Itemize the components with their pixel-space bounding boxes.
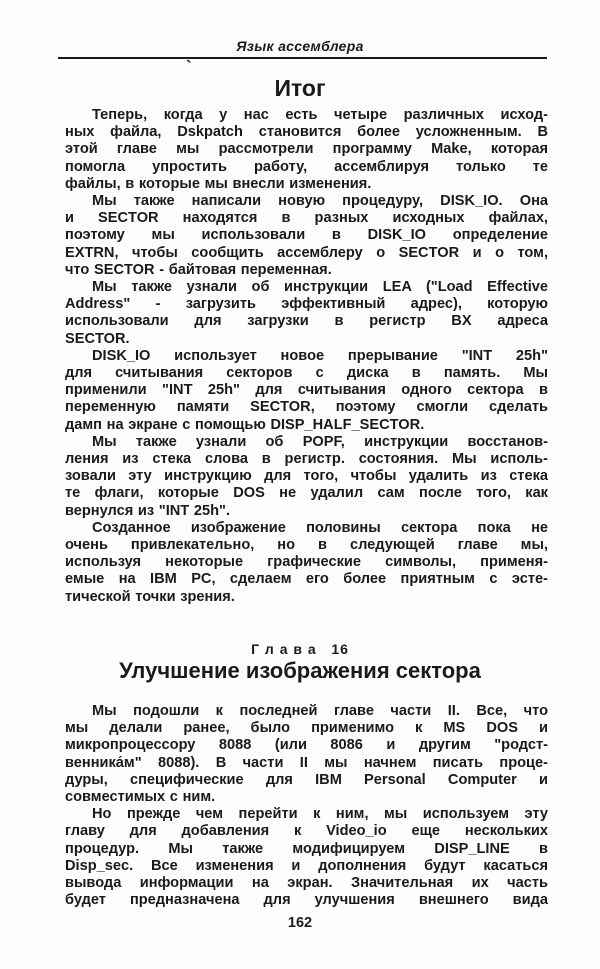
text-line: тической точки зрения. (65, 588, 235, 605)
text-line: ных файла, Dskpatch становится более усложненным. В (65, 124, 548, 141)
text-line: Мы подошли к последней главе части II. Все, что (92, 703, 548, 719)
stray-mark: ` (186, 57, 192, 76)
text-line: очень привлекательно, но в следующей главе мы, (65, 537, 548, 554)
text-line: главу для добавления к Video_io еще нескольких (65, 823, 548, 840)
text-line: Теперь, когда у нас есть четыре различных исход- (92, 107, 548, 123)
text-line: Address" - загрузить эффективный адрес), которую (65, 296, 548, 313)
text-line: будет предназначена для улучшения внешнего вида (65, 892, 548, 909)
text-line: применили "INT 25h" для считывания одного сектора в (65, 382, 548, 399)
text-line: используя некоторые графические символы, применя- (65, 554, 548, 571)
text-line: и SECTOR находятся в разных исходных файлах, (65, 210, 548, 227)
text-line: этой главе мы рассмотрели программу Make, которая (65, 141, 548, 158)
chapter-title: Улучшение изображения сектора (119, 658, 481, 683)
text-line: дамп на экране с помощью DISP_HALF_SECTOR. (65, 416, 425, 433)
header-rule (58, 57, 547, 59)
text-line: Созданное изображение половины сектора пока не (92, 519, 548, 536)
text-line: совместимых с ним. (65, 789, 216, 806)
text-line: ления из стека слова в регистр. состояния. Мы исполь- (65, 451, 548, 468)
text-line: Мы также написали новую процедуру, DISK_IO. Она (92, 193, 548, 210)
text-line: для считывания секторов с диска в память. Мы (65, 365, 548, 382)
text-line: вернулся из "INT 25h". (65, 502, 230, 519)
chapter-paragraphs (65, 703, 548, 909)
text-line: поэтому мы использовали в DISK_IO определение (65, 227, 548, 244)
text-line: Мы также узнали об инструкции LEA ("Load Effective (92, 279, 548, 296)
text-line: емые на IBM PC, сделаем его более приятным с эсте- (65, 571, 548, 588)
text-line: Но прежде чем перейти к ним, мы используем эту (92, 806, 548, 823)
text-line: микропроцессору 8088 (или 8086 и другим "родст- (65, 737, 548, 754)
text-line: те флаги, которые DOS не удалил сам после того, как (65, 485, 548, 502)
text-line: Disp_sec. Все изменения и дополнения будут касаться (65, 857, 548, 874)
text-line: DISK_IO использует новое прерывание "INT 25h" (92, 347, 548, 364)
text-line: файлы, в которые мы внесли изменения. (65, 175, 372, 192)
text-line: вывода информации на экран. Значительная их часть (65, 875, 548, 892)
text-line: использовали для загрузки в регистр BX адреса (65, 313, 548, 330)
summary-paragraphs (65, 107, 548, 606)
chapter-label: Г л а в а 16 (251, 641, 349, 657)
summary-heading: Итог (274, 75, 326, 101)
text-line: мы делали ранее, было применимо к MS DOS и (65, 720, 548, 737)
text-line: SECTOR. (65, 330, 130, 347)
text-line: Мы также узнали об POPF, инструкции восстанов- (92, 433, 548, 450)
running-head: Язык ассемблера (236, 38, 364, 54)
text-line: зовали эту инструкцию для того, чтобы удалить из стека (65, 468, 548, 485)
text-line: помогла упростить работу, ассемблируя только те (65, 158, 548, 175)
text-line: процедур. Мы также модифицируем DISP_LINE в (65, 840, 548, 857)
text-line: переменную памяти SECTOR, поэтому смогли сделать (65, 399, 548, 416)
page-number: 162 (287, 915, 313, 931)
text-line: венника́м" 8088). В части II мы начнем писать проце- (65, 754, 548, 771)
text-line: EXTRN, чтобы сообщить ассемблеру о SECTOR и о том, (65, 244, 548, 261)
text-line: дуры, специфические для IBM Personal Computer и (65, 771, 548, 788)
text-line: что SECTOR - байтовая переменная. (65, 261, 332, 278)
